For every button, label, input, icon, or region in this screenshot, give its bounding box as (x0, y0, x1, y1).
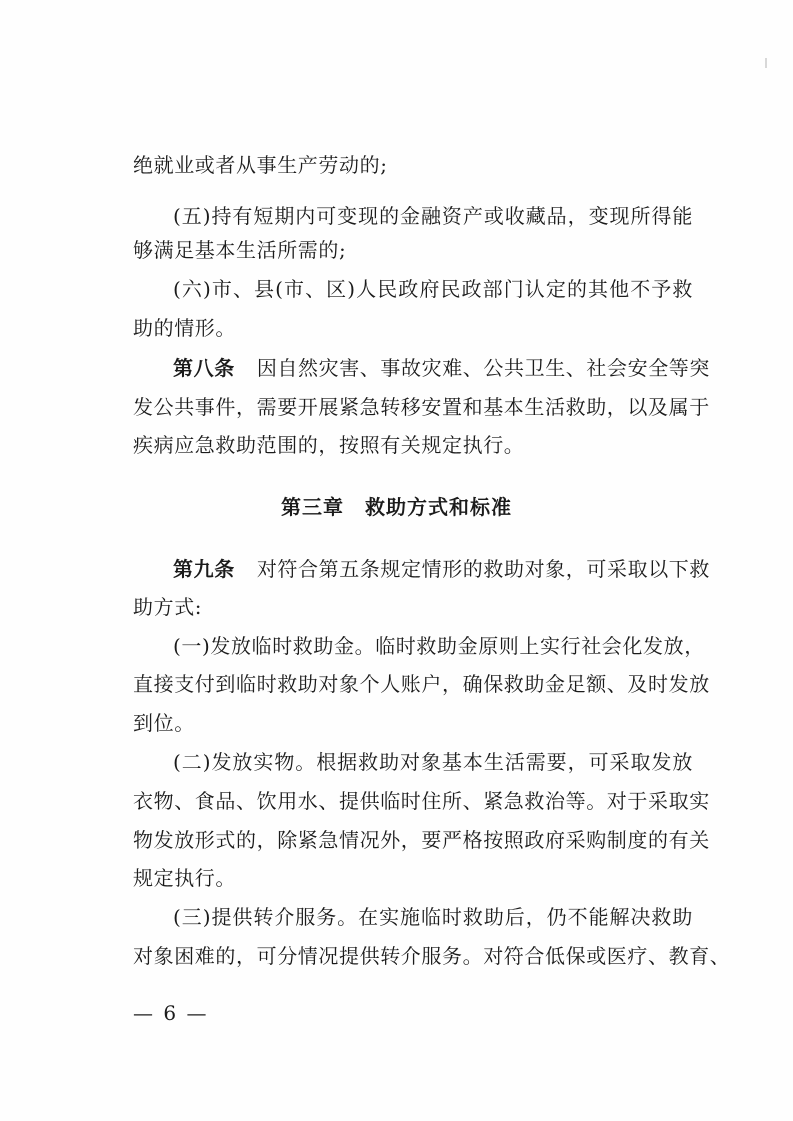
page-number: — 6 — (133, 1001, 209, 1025)
scan-edge-mark (765, 58, 767, 68)
method-three-line-2: 对象困难的，可分情况提供转介服务。对符合低保或医疗、教育、 (133, 944, 731, 968)
article-nine-line-1 (173, 556, 711, 582)
method-three-line-1: (三)提供转介服务。在实施临时救助后，仍不能解决救助 (173, 905, 693, 929)
article-nine-text: 对符合第五条规定情形的救助对象，可采取以下救 (256, 557, 711, 581)
text-line: 绝就业或者从事生产劳动的; (133, 153, 388, 177)
method-one-line-2: 直接支付到临时救助对象个人账户，确保救助金足额、及时发放 (133, 672, 710, 696)
method-two-line-1: (二)发放实物。根据救助对象基本生活需要，可采取发放 (173, 750, 693, 774)
method-two-line-2: 衣物、食品、饮用水、提供临时住所、紧急救治等。对于采取实 (133, 789, 710, 813)
clause-six-line-1: (六)市、县(市、区)人民政府民政部门认定的其他不予救 (173, 277, 693, 301)
method-one-line-3: 到位。 (133, 711, 195, 735)
clause-five-line-2: 够满足基本生活所需的; (133, 238, 347, 262)
article-eight-label: 第八条 (173, 356, 235, 380)
article-nine-label: 第九条 (173, 557, 235, 581)
method-two-line-4: 规定执行。 (133, 866, 236, 890)
method-two-line-3: 物发放形式的，除紧急情况外，要严格按照政府采购制度的有关 (133, 828, 710, 852)
clause-five-line-1: (五)持有短期内可变现的金融资产或收藏品，变现所得能 (173, 204, 693, 228)
article-eight-line-3: 疾病应急救助范围的，按照有关规定执行。 (133, 433, 525, 457)
article-eight-line-2: 发公共事件，需要开展紧急转移安置和基本生活救助，以及属于 (133, 395, 710, 419)
method-one-line-1: (一)发放临时救助金。临时救助金原则上实行社会化发放， (173, 634, 705, 658)
article-eight-line-1 (173, 355, 711, 381)
article-nine-line-2: 助方式: (133, 595, 203, 619)
article-eight-text: 因自然灾害、事故灾难、公共卫生、社会安全等突 (256, 356, 711, 380)
clause-six-line-2: 助的情形。 (133, 316, 236, 340)
chapter-heading: 第三章 救助方式和标准 (281, 495, 512, 519)
